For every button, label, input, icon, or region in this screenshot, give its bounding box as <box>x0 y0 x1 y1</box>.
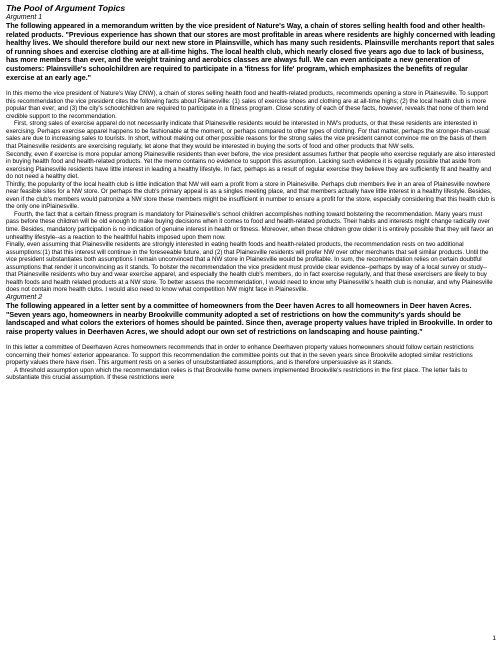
spacer <box>6 82 496 90</box>
argument-1-paragraph: Finally, even assuming that Plainesville residents are strongly interested in eating health foods and health-related products, the recommendation rests on two additional assumptions:(1) that this interest will continue in the foreseeable future, and (2) that Plainesville residents will prefer NW over other merchants that sell similar products. Until the vice president substantiates both assumptions I remain unconvinced that a NW store in Plainesville would be profitable. In sum, the recommendation relies on certain doubtful assumptions that render it unconvincing as it stands. To bolster the recommendation the vice president must provide clear evidence--perhaps by way of a local survey or study--that Plainesville residents who buy and wear exercise apparel, and especially the health club's members, do in fact exercise regularly, and that these exercisers are likely to buy health foods and health related products at a NW store. To better assess the recommendation, I would need to know why Plainesville's health club is nonular, and why Plainesville does not contain more health clubs. I would also need to know what competition NW might face in Plainesville. <box>6 241 493 294</box>
argument-1-paragraph: First, strong sales of exercise apparel do not necessarily indicate that Plainesville residents would be interested in NW's products, or that these residents are interested in exercising. Perhaps exercise apparel happens to be fashionable at the moment, or perhaps compared to other types of clothing. For that matter, perhaps the stronger-than-usual sales are due to increasing sales to tourists. In short, without making out other possible reasons for the strong sales the vice president cannot convince me on the basis of them that Plainesville residents are exercising regularly, let alone that they would be interested in buying the sorts of food and other products that NW sells. <box>6 120 490 150</box>
document-title: The Pool of Argument Topics <box>6 3 126 13</box>
spacer <box>6 336 496 344</box>
argument-2-prompt: The following appeared in a letter sent by a committee of homeowners from the Deer haven Acres to all homeowners in Deer haven Acres. "Seven years ago, homeowners in nearby Brookville community adopted a set of restrictions on how the community's yards should be landscaped and what colors the exteriors of homes should be painted. Since then, average property values have tripled in Brookville. In order to raise property values in Deerhaven Acres, we should adopt our own set of restrictions on landscaping and house painting." <box>6 301 493 336</box>
argument-1-paragraph: Secondly, even if exercise is more popular among Plainesville residents than ever before, the vice president assumes further that people who exercise regularly are also interested in buying health food and health-related products. Yet the memo contains no evidence to support this assumption. Lacking such evidence it is equally possible that aside from exercising Plainesville residents have little interest in leading a healthy lifestyle. In fact, perhaps as a result of regular exercise they believe they are sufficiently fit and healthy and do not need a healthy diet. <box>6 150 495 181</box>
argument-1-paragraph: Fourth, the fact that a certain fitness program is mandatory for Plainesville's school children accomplishes nothing toward bolstering the recommendation. Many years must pass before these children will be old enough to make buying decisions when it comes to food and health-related products. Their habits and interests might change radically over time. Besides, mandatory participation is no indication of genuine interest in health or fitness. Moreover, when these children grow older it is entirely possible that they will favor an unhealthy lifestyle--as a reaction to the healthful habits imposed upon them now. <box>6 210 494 241</box>
argument-2-paragraph: In this letter a committee of Deerhaven Acres homeowners recommends that in order to enhance Deerhaven property values homeowners should follow certain restrictions concerning their homes' exterior appearance. To support this recommendation the committee points out that in the seven years since Brookville adopted similar restrictions property values there have risen. This argument rests on a series of unsubstantiated assumptions, and is therefore unpersuasive as it stands. <box>6 344 474 367</box>
argument-2-label: Argument 2 <box>6 293 43 301</box>
page-number: 1 <box>492 635 496 642</box>
argument-1-prompt: The following appeared in a memorandum written by the vice president of Nature's Way, a chain of stores selling health food and other health-related products. "Previous experience has shown that our stores are most profitable in areas where residents are highly concerned with leading healthy lives. We should therefore build our next new store in Plainsville, which has many such residents. Plainsville merchants report that sales of running shoes and exercise clothing are at all-time highs. The local health club, which nearly closed five years ago due to lack of business, has more members than ever, and the weight training and aerobics classes are always full. We can even anticipate a new generation of customers: Plainsville's schoolchildren are required to participate in a 'fitness for life' program, which emphasizes the benefits of regular exercise at an early age." <box>6 22 496 82</box>
argument-1-paragraph: Thirdly, the popularity of the local health club is little indication that NW will earn a profit from a store in Plainesville. Perhaps club members live in an area of Plainesville nowhere near feasible sites for a NW store. Or perhaps the club's primary appeal is as a singles meeting place, and that members actually have little interest in a healthy lifestyle. Besides, even if the club's members would patronize a NW store these members might be insufficient in number to ensure a profit for the store, especially considering that this health club is the only one inPlainesville. <box>6 180 496 211</box>
argument-1-paragraph: In this memo the vice president of Nature's Way CNW), a chain of stores selling health food and health-related products, recommends opening a store in Plainesville. To support this recommendation the vice president cites the following facts about Plainesville: (1) sales of exercise shoes and clothing are at all-time highs; (2) the local health club is more popular than ever; and (3) the city's schoolchildren are required to participate in a fitness program. Close scrutiny of each of these facts, however, reveals that none of them lend credible support to the recommendation. <box>6 90 489 120</box>
argument-2-paragraph: A threshold assumption upon which the recommendation relies is that Brookville home owners implemented Brookville's restrictions in the first place. The letter fails to substantiate this crucial assumption. If these restrictions were <box>6 366 468 382</box>
argument-1-label: Argument 1 <box>6 14 43 21</box>
